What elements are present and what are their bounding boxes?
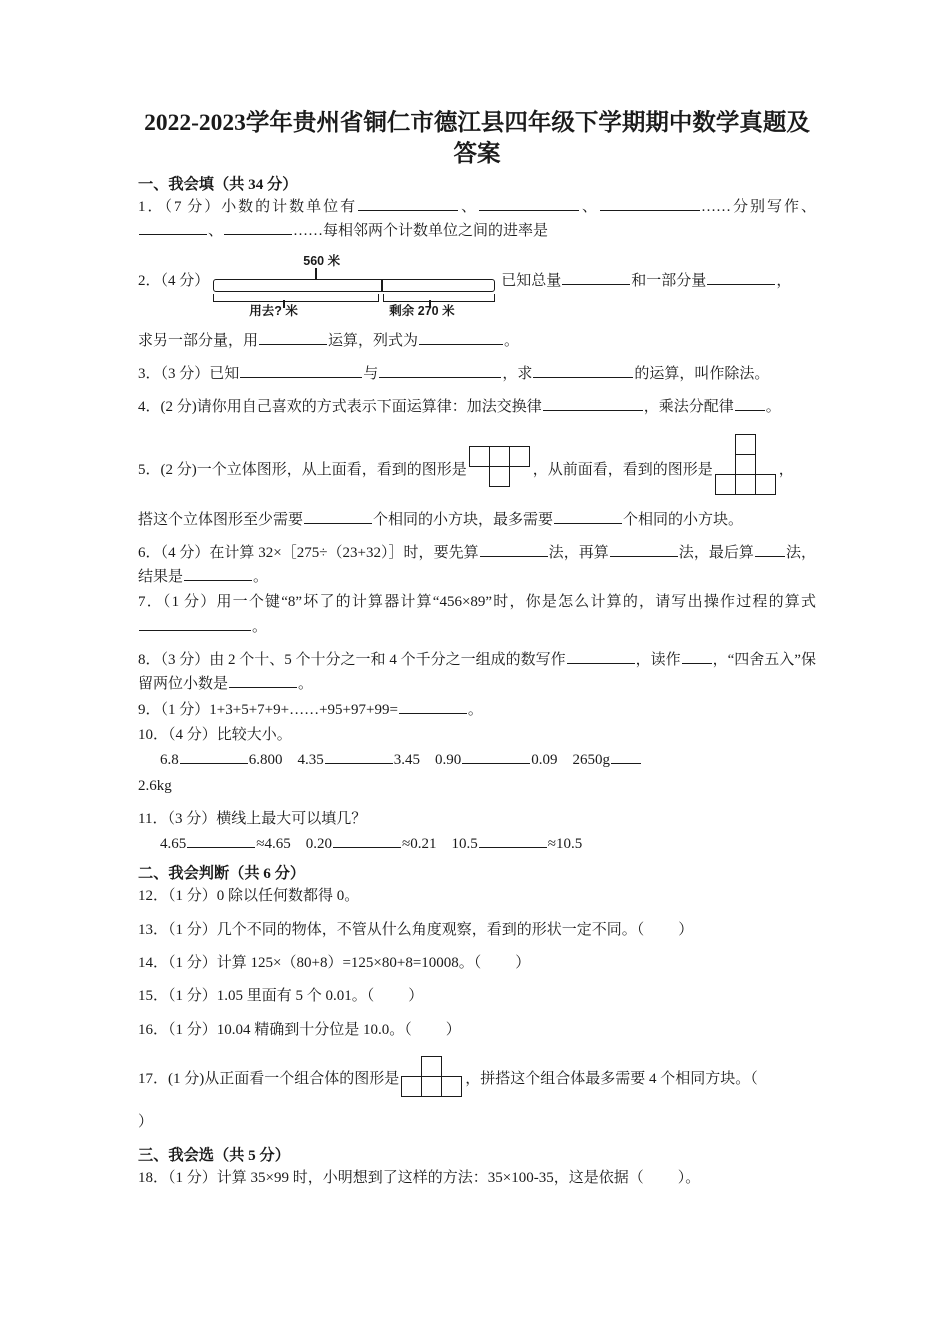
question-7 <box>138 590 816 639</box>
q3-blank-3[interactable] <box>533 363 633 378</box>
q6-text-b: 法，再算 <box>548 544 609 561</box>
q1-points: （7 分） <box>164 199 222 216</box>
q11-right-3: ≈10.5 <box>547 836 583 853</box>
q8-text-b: ，读作 <box>635 652 681 669</box>
question-18 <box>138 1166 816 1190</box>
q8-points: （3 分） <box>160 652 210 669</box>
square <box>421 1056 442 1077</box>
question-5-line2 <box>138 508 816 532</box>
q16-number: 16． <box>138 1021 169 1038</box>
q6-blank-1[interactable] <box>480 542 548 557</box>
q10-right-3: 0.09 <box>531 752 558 769</box>
question-10-comparisons <box>138 748 816 772</box>
square <box>469 446 490 467</box>
q17-points: (1 分) <box>168 1070 205 1087</box>
q6-text-d: 法，结果是 <box>138 544 816 586</box>
q8-blank-3[interactable] <box>229 673 297 688</box>
q11-left-1: 4.65 <box>160 836 187 853</box>
q7-text-a: 用一个键“8”坏了的计算器计算“456×89”时，你是怎么计算的，请写出操作过程的算式 <box>216 594 816 611</box>
square <box>489 446 510 467</box>
q10-blank-1[interactable] <box>180 749 248 764</box>
question-9 <box>138 698 816 722</box>
square <box>735 434 756 455</box>
q2-points: （4 分） <box>160 272 210 289</box>
section-heading-choice: 三、我会选（共 5 分） <box>138 1147 290 1165</box>
q5-text-e: 个相同的小方块，最多需要 <box>373 511 554 528</box>
question-10 <box>138 723 816 747</box>
q5-text-d: 搭这个立体图形至少需要 <box>138 511 304 528</box>
q3-points: （3 分） <box>160 365 210 382</box>
q7-text-b: 。 <box>252 618 268 635</box>
q2-blank-2[interactable] <box>707 269 775 284</box>
q9-text-a: 1+3+5+7+9+……+95+97+99= <box>209 701 398 718</box>
q11-right-2: ≈0.21 <box>401 836 437 853</box>
q1-text-c: 、 <box>800 199 816 216</box>
q11-points: （3 分） <box>167 810 217 827</box>
q11-text-a: 横线上最大可以填几？ <box>216 810 367 827</box>
q17-text-a: 从正面看一个组合体的图形是 <box>204 1070 400 1087</box>
page-title: 2022-2023学年贵州省铜仁市德江县四年级下学期期中数学真题及答案 <box>144 110 810 167</box>
q11-left-2: 0.20 <box>305 836 332 853</box>
question-17-overflow <box>138 1110 816 1134</box>
square <box>735 474 756 495</box>
q13-text-a: 几个不同的物体，不管从什么角度观察，看到的形状一定不同。（ <box>216 921 645 938</box>
q10-left-3: 0.90 <box>435 752 462 769</box>
q4-text-c: 。 <box>765 399 781 416</box>
q13-points: （1 分） <box>168 921 217 938</box>
question-5 <box>138 434 816 496</box>
question-11 <box>138 807 816 831</box>
bar-total-tick <box>315 268 317 279</box>
q3-number: 3． <box>138 365 161 382</box>
square <box>489 466 510 487</box>
q5-front-view-figure <box>715 434 777 496</box>
q9-points: （1 分） <box>160 701 210 718</box>
q6-text-a: 在计算 32×［275÷（23+32）］时，要先算 <box>209 544 479 561</box>
q10-pair-2 <box>298 752 421 768</box>
q8-text-d: 。 <box>298 676 314 693</box>
q10-pair-1 <box>160 752 283 768</box>
q11-right-1: ≈4.65 <box>256 836 291 853</box>
q10-left-4: 2650g <box>572 752 610 769</box>
question-15 <box>138 984 816 1008</box>
bar-total-label: 560 米 <box>303 253 341 268</box>
question-12 <box>138 884 816 908</box>
q2-number: 2． <box>138 272 161 289</box>
square <box>401 1076 422 1097</box>
q10-right-1: 6.800 <box>248 752 283 769</box>
q16-points: （1 分） <box>168 1021 217 1038</box>
question-10-overflow <box>138 774 816 798</box>
q15-text-a: 1.05 里面有 5 个 0.01。（ <box>216 988 375 1005</box>
q16-text-a: 10.04 精确到十分位是 10.0。（ <box>216 1021 412 1038</box>
section-heading-judgement: 二、我会判断（共 6 分） <box>138 865 306 883</box>
q4-text-b: ，乘法分配律 <box>643 399 734 416</box>
question-16 <box>138 1018 816 1042</box>
q1-text-b: ……分别写作 <box>701 199 801 216</box>
q10-pair-3 <box>435 752 558 768</box>
q10-right-2: 3.45 <box>393 752 420 769</box>
q6-points: （4 分） <box>160 544 210 561</box>
q3-text-c: ，求 <box>502 365 533 382</box>
question-2-line2 <box>138 329 816 353</box>
q10-right-4: 2.6kg <box>138 777 172 794</box>
q14-number: 14． <box>138 955 169 972</box>
q17-text-b: ，拼搭这个组合体最多需要 4 个相同方块。（ <box>465 1070 758 1087</box>
square <box>715 474 736 495</box>
q3-text-b: 与 <box>363 365 379 382</box>
bar-left-label: 用去? 米 <box>249 303 298 318</box>
q11-blank-1[interactable] <box>187 833 255 848</box>
q11-pair-1 <box>160 836 291 852</box>
q2-bar-diagram <box>211 253 499 319</box>
q17-front-view-figure <box>401 1056 463 1098</box>
q8-number: 8． <box>138 652 161 669</box>
q8-text-c: ，“四舍五入”保留两位小数是 <box>138 652 816 693</box>
q10-points: （4 分） <box>168 726 217 743</box>
q9-text-b: 。 <box>467 701 483 718</box>
q2-text-b: 和一部分量 <box>631 272 707 289</box>
q4-blank-1[interactable] <box>543 396 643 411</box>
bar-rectangle <box>213 279 495 292</box>
section-heading-fill-in: 一、我会填（共 34 分） <box>138 176 298 194</box>
q7-blank-1[interactable] <box>139 616 251 631</box>
q6-text-e: 。 <box>253 569 269 586</box>
q1-number: 1． <box>138 199 165 216</box>
q10-blank-3[interactable] <box>462 749 530 764</box>
q13-text-b: ） <box>678 921 694 938</box>
q8-blank-2[interactable] <box>682 649 712 664</box>
bar-divider <box>381 279 383 292</box>
question-8 <box>138 648 816 697</box>
q1-blank-1[interactable] <box>358 196 458 211</box>
q10-left-2: 4.35 <box>297 752 324 769</box>
q4-text-a: 请你用自己喜欢的方式表示下面运算律：加法交换律 <box>196 399 542 416</box>
q17-text-c: ） <box>138 1113 154 1130</box>
q5-top-view-figure <box>469 446 531 488</box>
q4-number: 4． <box>138 399 161 416</box>
square <box>421 1076 442 1097</box>
q6-blank-3[interactable] <box>755 542 785 557</box>
q5-points: (2 分) <box>160 461 197 478</box>
q6-number: 6． <box>138 544 161 561</box>
q11-left-3: 10.5 <box>451 836 478 853</box>
q14-text-a: 计算 125×（80+8）=125×80+8=10008。（ <box>216 955 482 972</box>
q10-number: 10． <box>138 726 169 743</box>
square <box>509 446 530 467</box>
q1-text-d: ……每相邻两个计数单位之间的进率是 <box>293 223 549 240</box>
question-13 <box>138 918 816 942</box>
q8-text-a: 由 2 个十、5 个十分之一和 4 个千分之一组成的数写作 <box>209 652 566 669</box>
q9-number: 9． <box>138 701 161 718</box>
q3-blank-2[interactable] <box>379 363 501 378</box>
q11-pair-2 <box>306 836 437 852</box>
q9-blank-1[interactable] <box>399 698 467 713</box>
q1-sep-1: 、 <box>459 199 479 216</box>
q3-text-a: 已知 <box>209 365 240 382</box>
square <box>735 454 756 475</box>
q4-points: (2 分) <box>160 399 197 416</box>
q1-sep-3: 、 <box>208 223 224 240</box>
q18-points: （1 分） <box>168 1170 217 1187</box>
q12-text-a: 0 除以任何数都得 0。 <box>216 888 360 905</box>
question-14 <box>138 951 816 975</box>
bar-right-label: 剩余 270 米 <box>389 303 455 318</box>
q1-sep-2: 、 <box>580 199 600 216</box>
q4-blank-2[interactable] <box>735 396 765 411</box>
q1-text-a: 小数的计数单位有 <box>221 199 358 216</box>
q10-left-1: 6.8 <box>160 752 179 769</box>
q5-text-c: ， <box>778 461 794 478</box>
q5-number: 5． <box>138 461 161 478</box>
q5-text-b: ，从前面看，看到的图形是 <box>532 461 713 478</box>
q2-blank-3[interactable] <box>259 329 327 344</box>
q6-blank-2[interactable] <box>610 542 678 557</box>
q18-text-a: 计算 35×99 时，小明想到了这样的方法：35×100-35，这是依据（ <box>216 1170 644 1187</box>
question-6 <box>138 541 816 590</box>
q5-blank-1[interactable] <box>304 508 372 523</box>
q18-text-b: ）。 <box>677 1170 701 1187</box>
q3-blank-1[interactable] <box>240 363 362 378</box>
q2-blank-4[interactable] <box>419 329 503 344</box>
q6-text-c: 法，最后算 <box>678 544 754 561</box>
question-17 <box>138 1056 816 1098</box>
q13-number: 13． <box>138 921 169 938</box>
square <box>441 1076 462 1097</box>
question-2 <box>138 253 816 319</box>
q1-blank-2[interactable] <box>479 196 579 211</box>
q7-number: 7． <box>138 594 163 611</box>
square <box>755 474 776 495</box>
question-11-comparisons <box>138 832 816 856</box>
q11-blank-3[interactable] <box>479 833 547 848</box>
q2-text-d: 求另一部分量，用 <box>138 332 259 349</box>
q17-number: 17． <box>138 1070 169 1087</box>
q6-blank-4[interactable] <box>184 566 252 581</box>
q2-blank-1[interactable] <box>562 269 630 284</box>
question-4 <box>138 395 816 419</box>
q11-pair-3 <box>451 836 582 852</box>
q18-number: 18． <box>138 1170 169 1187</box>
q2-text-e: 运算，列式为 <box>328 332 419 349</box>
q2-text-c: ， <box>776 272 792 289</box>
q2-text-a: 已知总量 <box>501 272 562 289</box>
q12-number: 12． <box>138 888 169 905</box>
q3-text-d: 的运算，叫作除法。 <box>634 365 770 382</box>
question-3 <box>138 362 816 386</box>
q12-points: （1 分） <box>168 888 217 905</box>
q2-text-f: 。 <box>504 332 520 349</box>
page-content <box>138 108 816 1192</box>
question-1 <box>138 195 816 244</box>
q11-blank-2[interactable] <box>333 833 401 848</box>
q10-blank-4[interactable] <box>611 749 641 764</box>
q1-blank-4[interactable] <box>139 220 207 235</box>
q8-blank-1[interactable] <box>567 649 635 664</box>
q14-text-b: ） <box>515 955 531 972</box>
q16-text-b: ） <box>445 1021 461 1038</box>
q1-blank-5[interactable] <box>224 220 292 235</box>
q5-text-f: 个相同的小方块。 <box>623 511 744 528</box>
q5-blank-2[interactable] <box>554 508 622 523</box>
q7-points: （1 分） <box>162 594 217 611</box>
q14-points: （1 分） <box>168 955 217 972</box>
q10-blank-2[interactable] <box>325 749 393 764</box>
q15-points: （1 分） <box>168 988 217 1005</box>
q15-text-b: ） <box>408 988 424 1005</box>
q10-text-a: 比较大小。 <box>216 726 292 743</box>
q1-blank-3[interactable] <box>600 196 700 211</box>
q5-text-a: 一个立体图形，从上面看，看到的图形是 <box>196 461 467 478</box>
q11-number: 11． <box>138 810 168 827</box>
q15-number: 15． <box>138 988 169 1005</box>
